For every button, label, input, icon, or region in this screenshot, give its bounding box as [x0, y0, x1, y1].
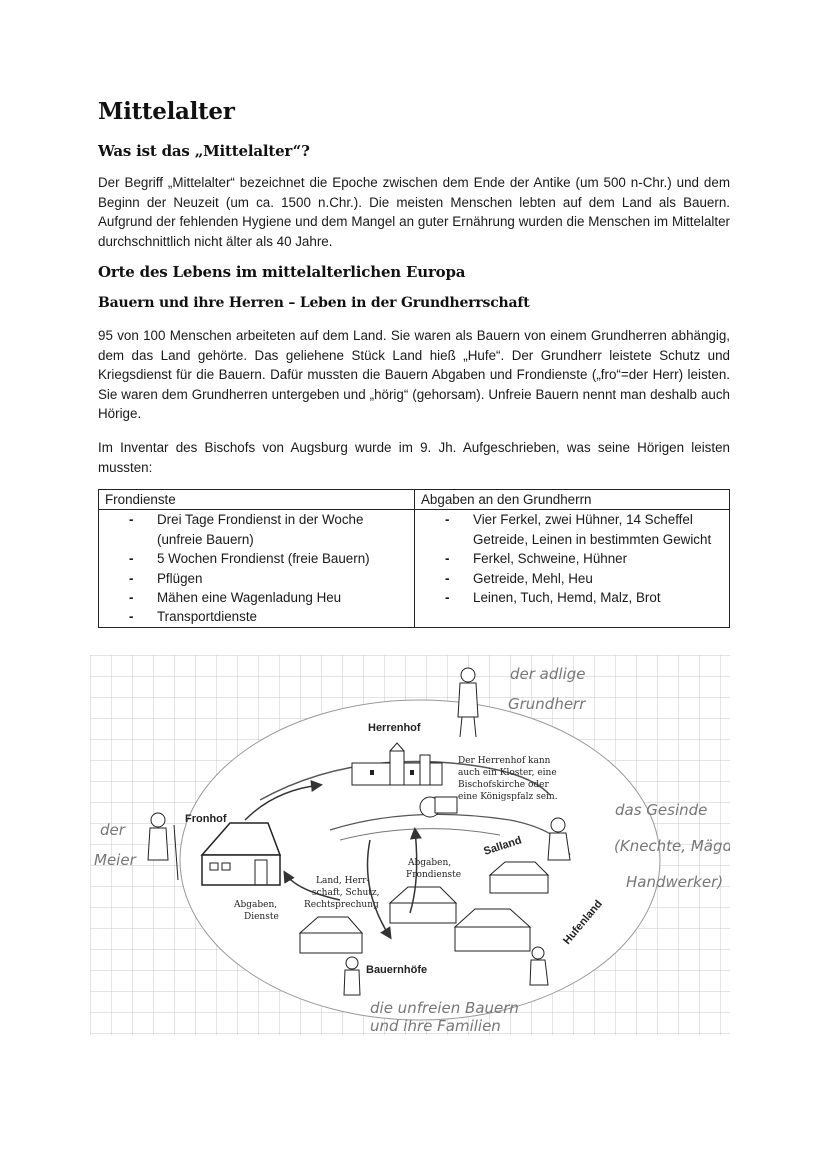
list-item: - Leinen, Tuch, Hemd, Malz, Brot [421, 588, 723, 607]
herrenhof-label: Herrenhof [368, 722, 421, 734]
herrenhof-note-line: eine Königspfalz sein. [458, 792, 558, 802]
section2-heading: Orte des Lebens im mittelalterlichen Europa [98, 263, 466, 281]
fronhof-label: Fronhof [185, 813, 227, 825]
table-header-frondienste: Frondienste [99, 490, 415, 510]
section2-paragraph-1: 95 von 100 Menschen arbeiteten auf dem Land. Sie waren als Bauern von einem Grundherren abhängig, dem das Land gehörte. Das geliehene Stück Land hieß „Hufe“. Der Grundherr leistete Schutz und Kriegsdienst für die Bauern. Dafür mussten die Bauern Abgaben und Frondienste („fro“=der Herr) leisten. Sie waren dem Grundherren untergeben und „hörig“ (gehorsam). Unfreie Bauern nennt man deshalb auch Hörige. [98, 328, 730, 422]
section2-subheading: Bauern und ihre Herren – Leben in der Grundherrschaft [98, 295, 530, 311]
abgaben-list [421, 510, 723, 607]
section2-paragraph-2: Im Inventar des Bischofs von Augsburg wurde im 9. Jh. Aufgeschrieben, was seine Hörigen leisten mussten: [98, 440, 730, 475]
handwritten-knechte: (Knechte, Mägde [614, 837, 730, 855]
bauernhoefe-label: Bauernhöfe [366, 964, 428, 976]
bauer-figure-icon [344, 957, 360, 995]
handwritten-adlige: der adlige [510, 665, 586, 683]
land-herrschaft-label: schaft, Schutz, [312, 888, 380, 898]
handwritten-der: der [100, 821, 125, 839]
abgaben-frondienste-label: Abgaben, [408, 858, 452, 868]
list-item: - Pflügen [105, 569, 408, 588]
hufenland-label: Hufenland [561, 898, 605, 947]
table-cell-frondienste [99, 510, 415, 627]
herrenhof-note-line: Der Herrenhof kann [458, 756, 551, 766]
section1-paragraph: Der Begriff „Mittelalter“ bezeichnet die Epoche zwischen dem Ende der Antike (um 500 n-Chr.) und dem Beginn der Neuzeit (um ca. 1500 n.Chr.). Die meisten Menschen lebten auf dem Land als Bauern. Aufgrund der fehlenden Hygiene und dem Mangel an guter Ernährung wurden die Menschen im Mittelalter durchschnittlich nicht älter als 40 Jahre. [98, 175, 730, 249]
handwritten-gesinde: das Gesinde [615, 801, 708, 819]
list-item: - Drei Tage Frondienst in der Woche (unfreie Bauern) [105, 510, 408, 549]
frondienste-list [105, 510, 408, 626]
table-header-row [99, 490, 730, 510]
grundherrschaft-diagram [90, 655, 730, 1035]
salland-label: Salland [482, 834, 524, 858]
list-item: - 5 Wochen Frondienst (freie Bauern) [105, 549, 408, 568]
diagram-svg [90, 655, 730, 1035]
handwritten-handwerker: Handwerker) [626, 873, 724, 891]
list-item: - Getreide, Mehl, Heu [421, 569, 723, 588]
handwritten-grundherr: Grundherr [508, 695, 586, 713]
handwritten-unfreien-bauern: die unfreien Bauern [370, 999, 519, 1017]
abgaben-dienste-label: Dienste [244, 912, 279, 922]
duties-table [98, 489, 730, 628]
table-row [99, 510, 730, 627]
herrenhof-note-line: Bischofskirche oder [458, 780, 549, 790]
land-herrschaft-label: Rechtsprechung [304, 900, 379, 910]
list-item: - Mähen eine Wagenladung Heu [105, 588, 408, 607]
list-item: - Vier Ferkel, zwei Hühner, 14 Scheffel Getreide, Leinen in bestimmten Gewicht [421, 510, 723, 549]
abgaben-frondienste-label: Frondienste [406, 870, 462, 880]
handwritten-meier: Meier [94, 851, 136, 869]
table-header-abgaben: Abgaben an den Grundherrn [415, 490, 730, 510]
table-cell-abgaben [415, 510, 730, 627]
list-item: - Transportdienste [105, 607, 408, 626]
abgaben-dienste-label: Abgaben, [234, 900, 278, 910]
land-herrschaft-label: Land, Herr- [316, 876, 370, 886]
herrenhof-note-line: auch ein Kloster, eine [458, 768, 557, 778]
section1-heading: Was ist das „Mittelalter“? [98, 142, 310, 160]
list-item: - Ferkel, Schweine, Hühner [421, 549, 723, 568]
page-title: Mittelalter [98, 98, 235, 125]
handwritten-familien: und ihre Familien [370, 1017, 501, 1035]
